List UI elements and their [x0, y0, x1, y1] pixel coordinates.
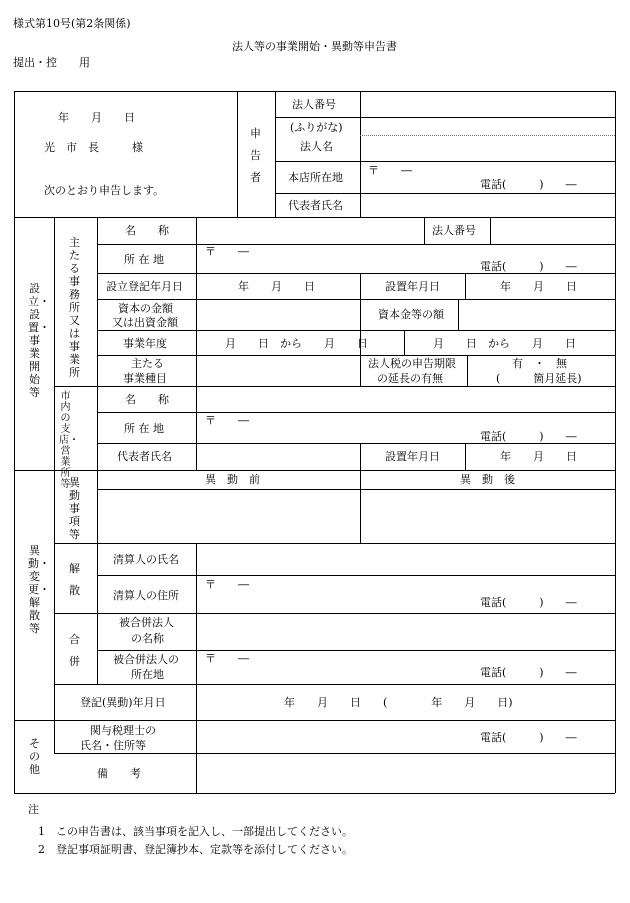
- rule: [196, 543, 197, 793]
- liquidator-postal: 〒 ―: [205, 578, 249, 591]
- branch-name-label: 名 称: [125, 393, 169, 406]
- rule: [275, 193, 615, 194]
- extension-label-2: の延長の有無: [377, 372, 443, 385]
- rule: [97, 273, 615, 274]
- rule: [404, 330, 405, 355]
- applicant-label: 申告者: [250, 127, 261, 184]
- set-date-label: 設置年月日: [385, 280, 440, 293]
- extension-yes-no: 有 ・ 無: [512, 357, 567, 370]
- rule: [14, 217, 615, 218]
- office-postal: 〒 ―: [205, 245, 249, 258]
- merged-name-label-1: 被合併法人: [119, 616, 174, 629]
- rule: [237, 91, 238, 217]
- change-section-label: 異動・変更・解散等: [28, 544, 50, 635]
- merged-address-label-1: 被合併法人の: [113, 653, 179, 666]
- liquidator-address-label: 清算人の住所: [113, 589, 179, 602]
- rule: [97, 575, 615, 576]
- merged-name-label-2: の名称: [131, 632, 164, 645]
- note-item: 1 この申告書は、該当事項を記入し、一部提出してください。: [38, 825, 353, 838]
- merged-address-label-2: 所在地: [131, 668, 164, 681]
- main-business-label-2: 事業種目: [123, 372, 167, 385]
- merged-postal: 〒 ―: [205, 652, 249, 665]
- rule: [615, 91, 616, 793]
- fiscal-year-to: 月 日 から 月 日: [433, 337, 576, 350]
- branch-address-label: 所 在 地: [124, 422, 164, 435]
- branch-set-date-value: 年 月 日: [500, 450, 577, 463]
- rule: [467, 355, 468, 386]
- merged-phone: 電話( ) ―: [480, 666, 577, 679]
- tax-accountant-label-1: 関与税理士の: [90, 724, 156, 737]
- rule: [97, 412, 615, 413]
- capital-label-1: 資本の金額: [118, 302, 173, 315]
- capital-total-label: 資本金等の額: [378, 308, 444, 321]
- main-office-label: 主たる事務所又は事業所: [69, 236, 80, 379]
- branch-phone: 電話( ) ―: [480, 430, 577, 443]
- branch-rep-label: 代表者氏名: [117, 450, 172, 463]
- rule: [54, 684, 615, 685]
- rule: [458, 299, 459, 330]
- rule: [54, 543, 615, 544]
- rule: [14, 91, 615, 92]
- hq-postal: 〒 ―: [368, 164, 412, 177]
- rule: [275, 91, 276, 217]
- corp-name-label: 法人名: [300, 140, 333, 153]
- form-title: 法人等の事業開始・異動等申告書: [232, 40, 397, 53]
- tax-accountant-label-2: 氏名・住所等: [80, 739, 146, 752]
- copy-label: 提出・控 用: [13, 56, 90, 69]
- office-address-label: 所 在 地: [124, 253, 164, 266]
- liquidator-phone: 電話( ) ―: [480, 596, 577, 609]
- branch-label: 市内の支店・営業所等: [59, 391, 79, 490]
- branch-set-date-label: 設置年月日: [385, 450, 440, 463]
- after-change-label: 異 動 後: [460, 473, 515, 486]
- rule: [275, 161, 615, 162]
- set-date-value: 年 月 日: [500, 280, 577, 293]
- rule: [97, 355, 615, 356]
- rule: [465, 443, 466, 470]
- office-name-label: 名 称: [125, 224, 169, 237]
- form-number: 様式第10号(第2条関係): [13, 17, 131, 30]
- rule: [424, 217, 425, 244]
- reg-date-label: 設立登記年月日: [106, 280, 183, 293]
- office-corp-number-label: 法人番号: [432, 224, 476, 237]
- note-item: 2 登記事項証明書、登記簿抄本、定款等を添付してください。: [38, 843, 353, 856]
- reg-change-date-value: 年 月 日 ( 年 月 日): [284, 696, 513, 709]
- change-items-label: 異動事項等: [69, 476, 80, 541]
- branch-postal: 〒 ―: [205, 414, 249, 427]
- addressee: 光 市 長 様: [44, 141, 143, 154]
- remarks-label: 備 考: [97, 767, 141, 780]
- other-section-label: その他: [29, 737, 40, 776]
- establish-section-label: 設立・設置・事業開始等: [28, 282, 50, 399]
- rule: [54, 386, 615, 387]
- rule: [14, 470, 615, 471]
- rule: [97, 443, 615, 444]
- hq-address-label: 本店所在地: [288, 171, 343, 184]
- merger-label: 合併: [69, 633, 80, 668]
- rule: [54, 217, 55, 753]
- before-change-label: 異 動 前: [205, 473, 260, 486]
- dissolution-label: 解散: [69, 562, 80, 597]
- rule: [465, 273, 466, 299]
- rule: [54, 613, 615, 614]
- rule: [275, 117, 615, 118]
- extension-months: ( 箇月延長): [496, 372, 582, 385]
- rule: [14, 793, 615, 794]
- office-phone: 電話( ) ―: [480, 260, 577, 273]
- reg-change-date-label: 登記(異動)年月日: [80, 696, 166, 709]
- rule: [54, 753, 615, 754]
- notes-heading: 注: [28, 803, 39, 816]
- rule: [97, 489, 615, 490]
- declaration: 次のとおり申告します。: [44, 184, 165, 197]
- furigana-label: (ふりがな): [290, 121, 343, 134]
- fiscal-year-from: 月 日 から 月 日: [225, 337, 368, 350]
- extension-label-1: 法人税の申告期限: [368, 357, 456, 370]
- rule: [196, 217, 197, 470]
- rule: [97, 299, 615, 300]
- rule: [360, 135, 615, 136]
- rule: [97, 330, 615, 331]
- main-business-label-1: 主たる: [131, 357, 164, 370]
- tax-accountant-phone: 電話( ) ―: [480, 731, 577, 744]
- corp-number-label: 法人番号: [292, 98, 336, 111]
- filing-date: 年 月 日: [58, 111, 135, 124]
- rule: [360, 443, 361, 470]
- hq-phone: 電話( ) ―: [480, 178, 577, 191]
- rule: [14, 720, 615, 721]
- rule: [14, 91, 15, 793]
- rule: [490, 217, 491, 244]
- representative-label: 代表者氏名: [288, 199, 343, 212]
- rule: [97, 244, 615, 245]
- rule: [360, 470, 361, 543]
- capital-label-2: 又は出資金額: [112, 316, 178, 329]
- fiscal-year-label: 事業年度: [123, 337, 167, 350]
- rule: [360, 91, 361, 217]
- liquidator-name-label: 清算人の氏名: [113, 553, 179, 566]
- reg-date-value: 年 月 日: [238, 280, 315, 293]
- rule: [97, 217, 98, 543]
- rule: [97, 650, 615, 651]
